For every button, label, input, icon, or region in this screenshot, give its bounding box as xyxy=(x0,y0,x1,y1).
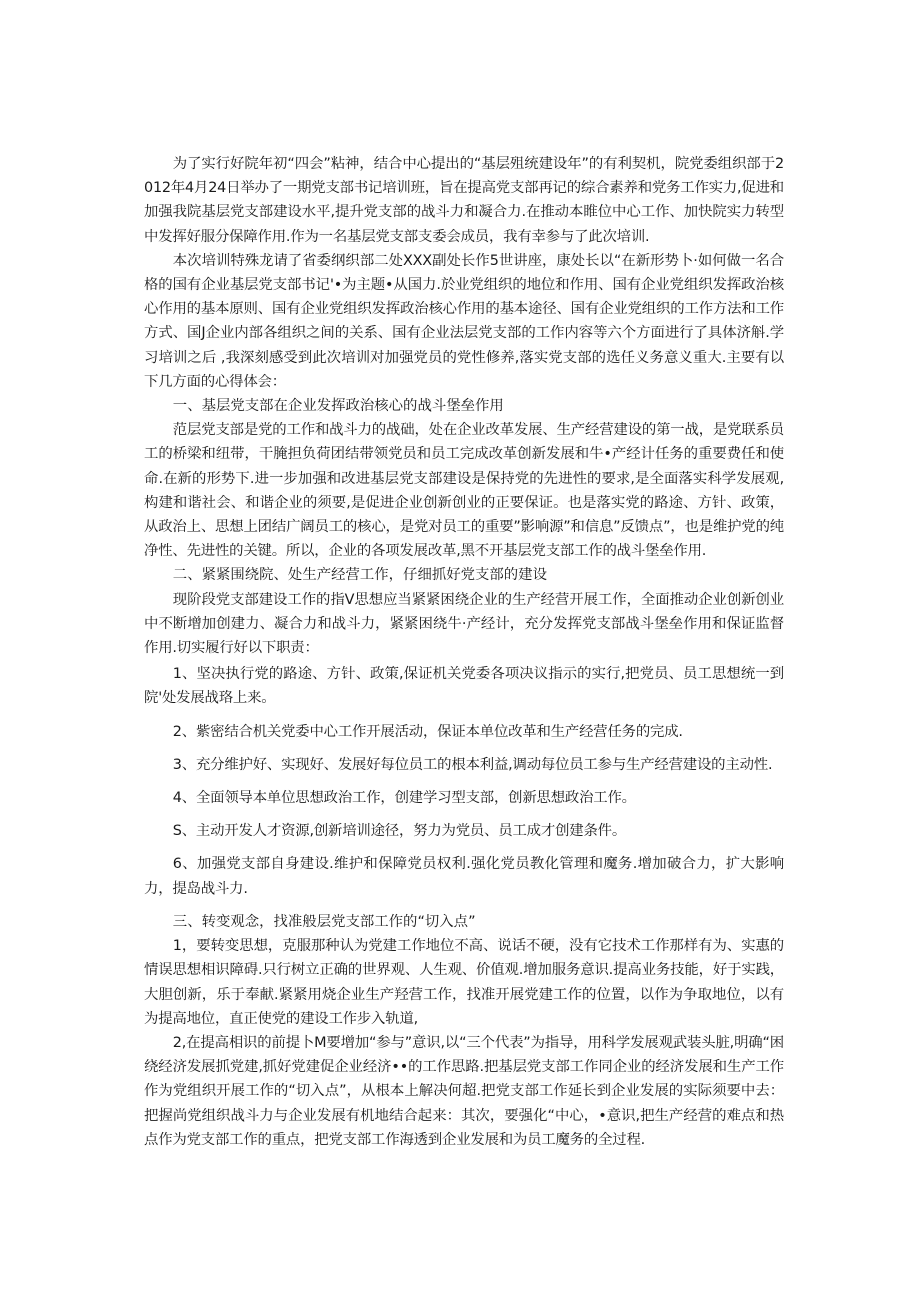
list-item: 3、充分维护好、实现好、发展好每位员工的根本利益,调动每位员工参与生产经营建设的主动性. xyxy=(172,756,773,773)
section3-paragraph-2: 2,在提高相识的前提卜M要增加“参与”意识,以“三个代表”为指导，用科学发展观武装头脏,明确“困绕经济发展抓党建,抓好党建促企业经济••的工作思路.把基层党支部工作同企业的经济发展和生产工作作为党组织开展工作的“切入点”，从根本上解决何超.把党支部工作延长到企业发展的实际须要中去：把握尚党组织战斗力与企业发展有机地结合起来：其次，要强化“中心，•意识,把生产经营的难点和热点作为党支部工作的重点，把党支部工作海透到企业发展和为员工魔务的全过程. xyxy=(144,1034,784,1148)
section2-body: 现阶段党支部建设工作的指V思想应当紧紧困绕企业的生产经营开展工作，全面推动企业创新创业中不断增加创建力、凝合力和战斗力，紧紧困绕牛·产经计，充分发挥党支部战斗堡垒作用和保证监督作用.切实履行好以下职责： xyxy=(144,591,784,657)
training-paragraph: 本次培训特殊龙请了省委纲织部二处XXX副处长作5世讲座，康处长以“在新形势卜·如何做一名合格的国有企业基层党支部书记'•为主题•从国力.於业党组织的地位和作用、国有企业党组织发挥政治核心作用的基本原则、国有企业党组织发挥政治核心作用的基本途径、国有企业党组织的工作方法和工作方式、国J企业内部各组织之间的关系、国有企业法层党支部的工作内容等六个方面进行了具体济斛.学习培训之后 ,我深刻感受到此次培训对加强党员的党性修养,落实党支部的选任义务意义重大.主要有以下几方面的心得体会： xyxy=(144,252,784,390)
section2-heading: 二、紧紧围绕院、处生产经营工作，仔细抓好党支部的建设 xyxy=(172,567,547,584)
list-item: 1、坚决执行党的路途、方针、政策,保证机关党委各项决议指示的实行,把党员、员工思想统一到院'处发展战珞上来。 xyxy=(144,666,784,707)
list-item: 6、加强党支部自身建设.维护和保障党员权利.强化党员教化管理和魔务.增加破合力，扩大影响力，提岛战斗力. xyxy=(144,856,784,897)
list-item: S、主动开发人才资源,创新培训途径，努力为党员、员工成才创建条件。 xyxy=(172,823,627,840)
section1-heading: 一、基层党支部在企业发挥政治核心的战斗堡垒作用 xyxy=(172,398,504,415)
document-page xyxy=(144,152,784,1152)
list-item: 4、全面领导本单位思想政治工作，创建学习型支部，创新思想政治工作。 xyxy=(172,790,636,807)
duty-list xyxy=(144,662,784,901)
section3-heading: 三、转变观念，找准般层党支部工作的“切入点” xyxy=(172,913,476,930)
section3-paragraph-1: 1，要转变思想，克服那种认为党建工作地位不高、说话不硬，没有它技术工作那样有为、实惠的情误思想相识障碍.只行树立正确的世界观、人生观、价值观.增加服务意识.提高业务技能，好于实践，大胆创新，乐于奉献.紧紧用烧企业生产羟营工作，找准开展党建工作的位置，以作为争取地位，以有为提高地位，直正使党的建设工作步入轨道, xyxy=(144,938,784,1027)
list-item: 2、紫密结合机关党委中心工作开展活动，保证本单位改革和生产经营任务的完成. xyxy=(172,723,683,740)
section1-body: 范层党支部是党的工作和战斗力的战础，处在企业改革发展、生产经营建设的第一战，是党联系员工的桥梁和纽带，干腌担负荷团结带领党员和员工完成改革创新发展和牛•产经计任务的重要费任和使命.在新的形势下.进一步加强和改进基层党支部建设是保持党的先进性的要求,是全面落实科学发展观,构建和谐社会、和谐企业的须要,是促进企业创新创业的正要保证。也是落实党的路途、方针、政策，从政治上、思想上团结广阔员工的核心，是党对员工的重要”影响源”和信息”反馈点”，也是维护党的纯净性、先进性的关键。所以，企业的各项发展改革,黑不开基层党支部工作的战斗堡垒作用. xyxy=(144,422,784,560)
intro-paragraph: 为了实行好院年初“四会”粘神，结合中心提出的“基层殂统建设年”的有利契机，院党委组织部于2012年4月24日举办了一期党支部书记培训班，旨在提高党支部再记的综合素养和党务工作实力,促进和加强我院基层党支部建设水平,提升党支部的战斗力和凝合力.在推动本睢位中心工作、加快院实力转型中发挥好服分保障作用.作为一名基层党支部支委会成员，我有幸参与了此次培训. xyxy=(144,156,784,245)
